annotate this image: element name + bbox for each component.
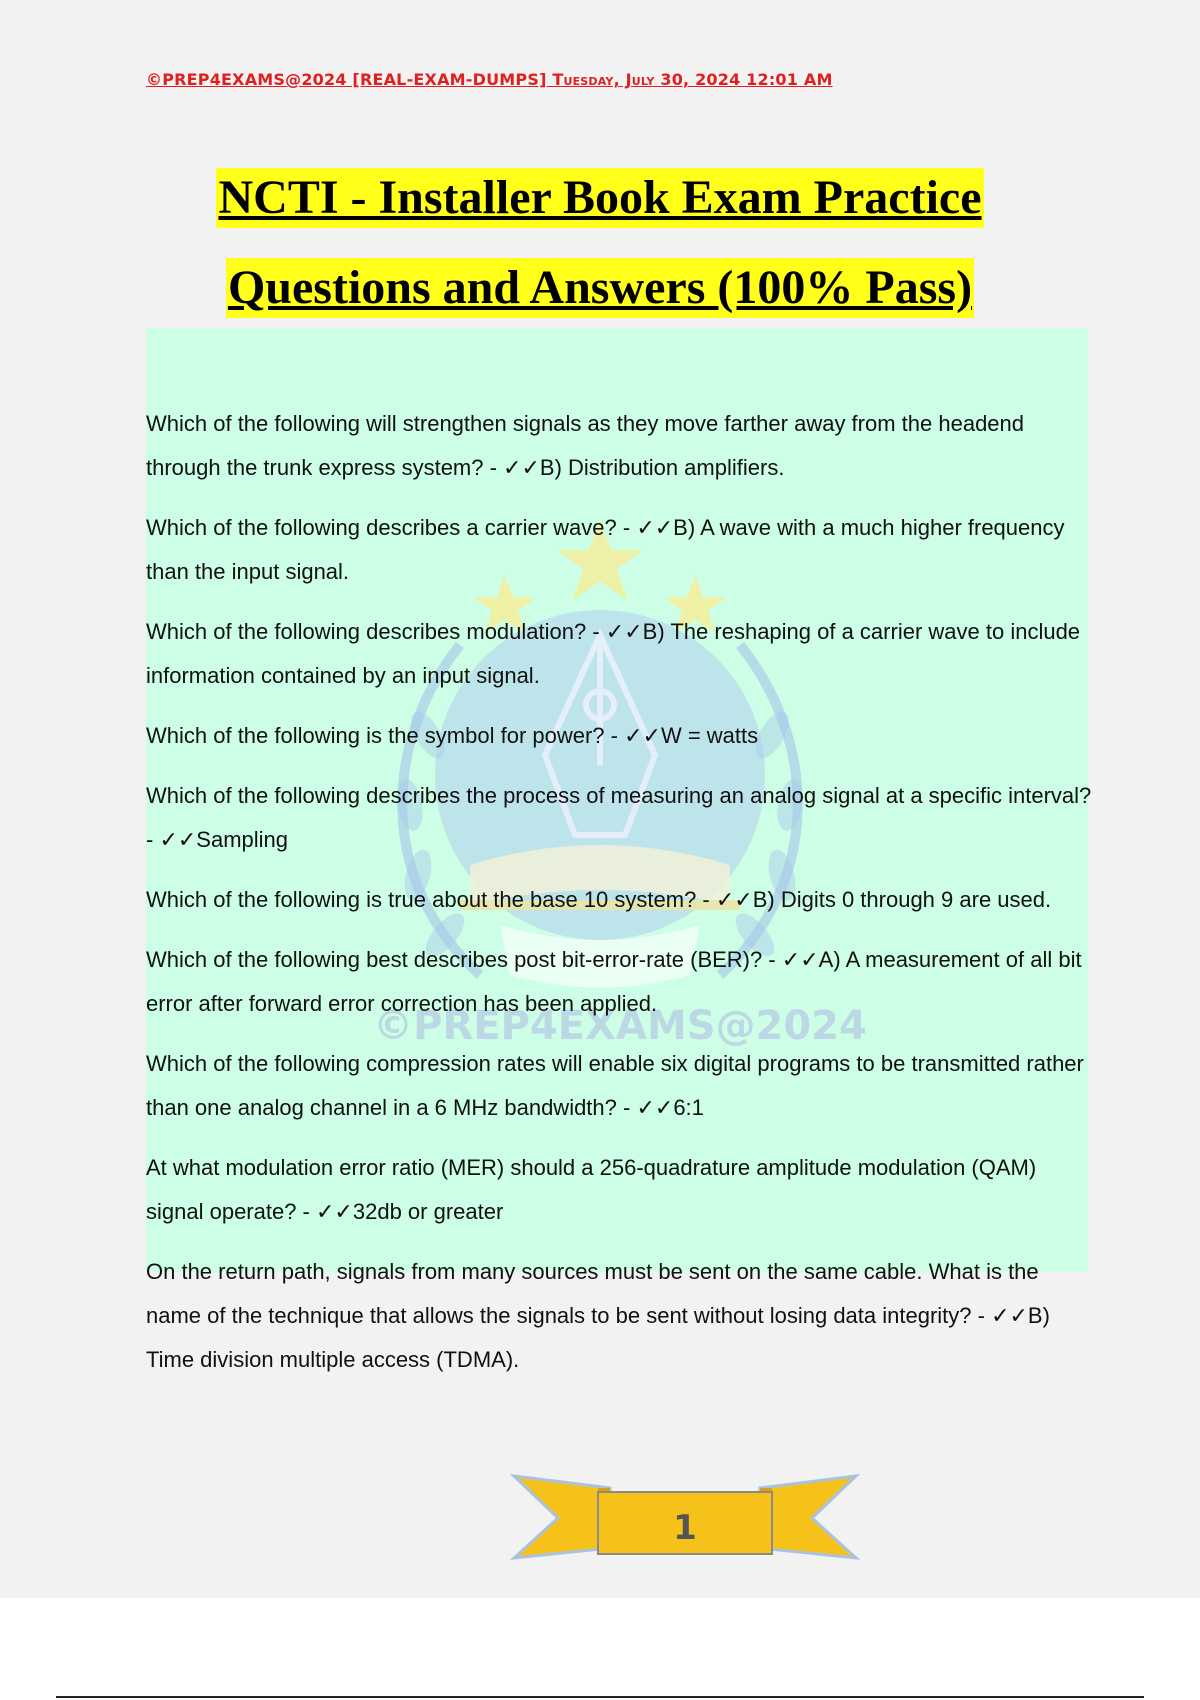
qa-item: On the return path, signals from many sources must be sent on the same cable. What is the name of the technique that allows the signals to be sent without losing data integrity? - ✓✓B) Time division multiple access (TDMA).: [146, 1259, 1050, 1372]
qa-item: At what modulation error ratio (MER) should a 256-quadrature amplitude modulation (QAM) signal operate? - ✓✓32db or greater: [146, 1155, 1037, 1224]
bottom-divider: [56, 1696, 1144, 1698]
page-header: ©PREP4EXAMS@2024 [REAL-EXAM-DUMPS] Tuesday, July 30, 2024 12:01 AM: [146, 70, 833, 89]
qa-item: Which of the following is true about the base 10 system? - ✓✓B) Digits 0 through 9 are used.: [146, 887, 1052, 912]
qa-item: Which of the following will strengthen signals as they move farther away from the headend through the trunk express system? - ✓✓B) Distribution amplifiers.: [146, 411, 1025, 480]
qa-item: Which of the following describes a carrier wave? - ✓✓B) A wave with a much higher frequency than the input signal.: [146, 515, 1065, 584]
document-title: [0, 168, 1200, 318]
title-line-2: Questions and Answers (100% Pass): [226, 258, 974, 318]
qa-item: Which of the following describes the process of measuring an analog signal at a specific interval? - ✓✓Sampling: [146, 783, 1092, 852]
page-number: 1: [673, 1508, 697, 1548]
qa-item: Which of the following describes modulation? - ✓✓B) The reshaping of a carrier wave to include information contained by an input signal.: [146, 619, 1081, 688]
qa-list: [146, 402, 1096, 1398]
watermark-text: ©PREP4EXAMS@2024: [373, 1003, 867, 1049]
qa-item: Which of the following is the symbol for power? - ✓✓W = watts: [146, 723, 759, 748]
title-line-1: NCTI - Installer Book Exam Practice: [216, 168, 983, 228]
qa-item: Which of the following best describes post bit-error-rate (BER)? - ✓✓A) A measurement of all bit error after forward error correction has been applied.: [146, 947, 1082, 1016]
qa-item: Which of the following compression rates will enable six digital programs to be transmitted rather than one analog channel in a 6 MHz bandwidth? - ✓✓6:1: [146, 1051, 1084, 1120]
